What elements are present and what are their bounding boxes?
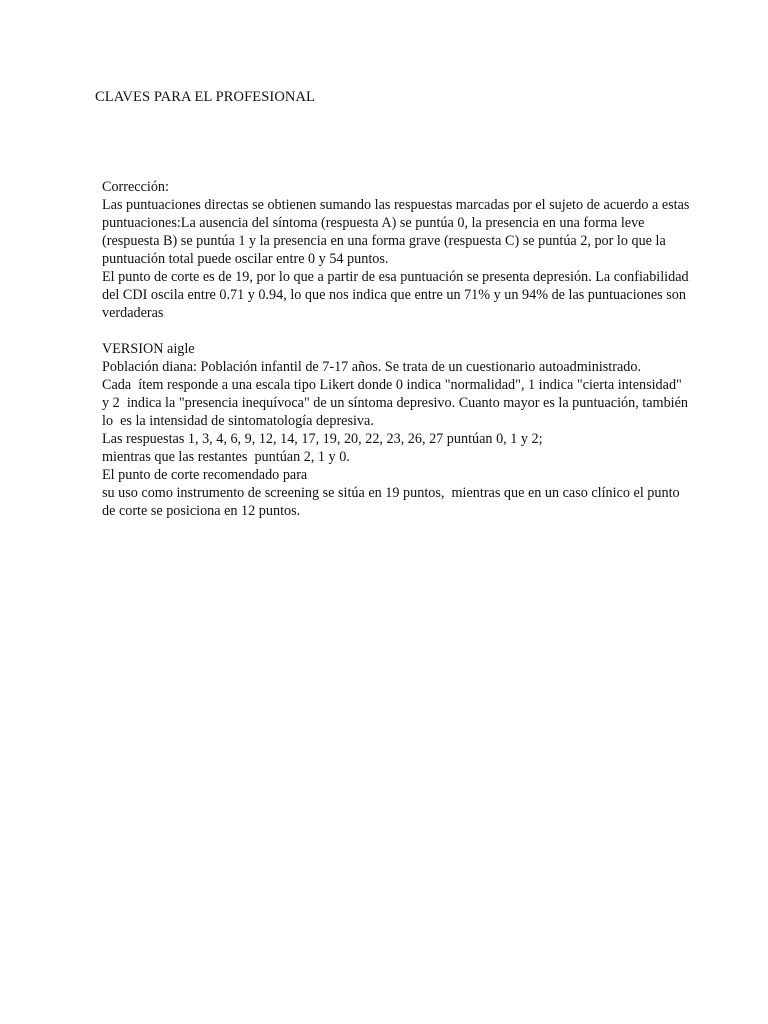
- text-line: El punto de corte es de 19, por lo que a partir de esa puntuación se presenta depresión. La confiabilidad: [102, 269, 689, 285]
- text-line: puntuación total puede oscilar entre 0 y 54 puntos.: [102, 251, 389, 267]
- text-line: del CDI oscila entre 0.71 y 0.94, lo que nos indica que entre un 71% y un 94% de las puntuaciones son: [102, 287, 686, 303]
- page-title: CLAVES PARA EL PROFESIONAL: [95, 89, 316, 105]
- text-line: de corte se posiciona en 12 puntos.: [102, 503, 301, 519]
- text-line: VERSION aigle: [102, 341, 195, 357]
- text-line: su uso como instrumento de screening se sitúa en 19 puntos, mientras que en un caso clínico el punto: [102, 485, 680, 501]
- text-line: Las respuestas 1, 3, 4, 6, 9, 12, 14, 17, 19, 20, 22, 23, 26, 27 puntúan 0, 1 y 2;: [102, 431, 543, 447]
- correction-section: [102, 178, 752, 322]
- text-line: mientras que las restantes puntúan 2, 1 y 0.: [102, 449, 350, 465]
- text-line: Corrección:: [102, 179, 169, 195]
- text-line: (respuesta B) se puntúa 1 y la presencia en una forma grave (respuesta C) se puntúa 2, por lo que la: [102, 233, 666, 249]
- text-line: Población diana: Población infantil de 7-17 años. Se trata de un cuestionario autoadministrado.: [102, 359, 641, 375]
- text-line: Cada ítem responde a una escala tipo Likert donde 0 indica "normalidad", 1 indica "cierta intensidad": [102, 377, 682, 393]
- text-line: Las puntuaciones directas se obtienen sumando las respuestas marcadas por el sujeto de acuerdo a estas: [102, 197, 690, 213]
- text-line: lo es la intensidad de sintomatología depresiva.: [102, 413, 374, 429]
- text-line: y 2 indica la "presencia inequívoca" de un síntoma depresivo. Cuanto mayor es la puntuación, también: [102, 395, 689, 411]
- text-line: puntuaciones:La ausencia del síntoma (respuesta A) se puntúa 0, la presencia en una forma leve: [102, 215, 645, 231]
- text-line: verdaderas: [102, 305, 164, 321]
- version-section: [102, 340, 752, 520]
- text-line: El punto de corte recomendado para: [102, 467, 308, 483]
- document-body: [102, 178, 752, 520]
- paragraph-gap: [102, 322, 752, 340]
